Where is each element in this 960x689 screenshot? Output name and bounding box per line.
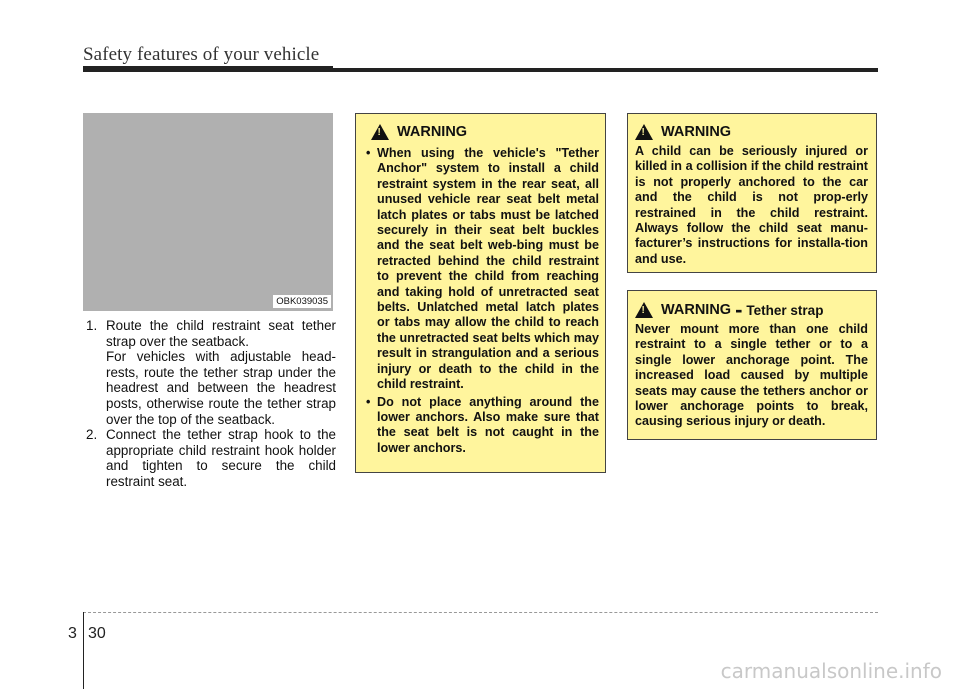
warning-heading xyxy=(365,124,599,140)
page-header-title: Safety features of your vehicle xyxy=(83,44,320,65)
step-2 xyxy=(84,427,336,489)
step-text: Connect the tether strap hook to the appropriate child restraint hook holder and tighten to secure the child restraint seat. xyxy=(106,427,336,489)
footer-vertical-rule xyxy=(83,612,84,689)
step-text: Route the child restraint seat tether strap over the seatback. xyxy=(106,318,336,349)
warning-triangle-icon xyxy=(635,124,653,140)
figure-code: OBK039035 xyxy=(273,295,331,308)
warning-title-dash: - xyxy=(735,297,743,322)
warning-title: WARNING xyxy=(661,302,732,318)
warning-bullet: • Do not place anything around the lower anchors. Also make sure that the seat belt is not caught in the lower anchors. xyxy=(365,395,599,457)
warning-bullet: • When using the vehicle's "Tether Anchor" system to install a child restraint system in the rear seat, all unused vehicle rear seat belt metal latch plates or tabs must be latched securely in their seat belt buckles and the seat belt web-bing must be retracted behind the child restraint to prevent the child from reaching and taking hold of unretracted seat belts. Unlatched metal latch plates or tabs may allow the child to reach the unretracted seat belts which may result in strangulation and a serious injury or death to the child in the child restraint. xyxy=(365,146,599,393)
warning-subtitle: Tether strap xyxy=(746,303,824,318)
step-number: 1. xyxy=(86,318,98,333)
warning-triangle-icon xyxy=(371,124,389,140)
warning-text: A child can be seriously injured or killed in a collision if the child restraint is not properly anchored to the car and the child is not prop-erly restrained in the child restraint. Always follow the child seat manu-facturer’s instructions for installa-tion and use. xyxy=(635,144,868,266)
instruction-steps xyxy=(84,318,336,490)
step-1-note: For vehicles with adjustable head-rests, route the tether strap under the headrest and between the headrest posts, otherwise route the tether strap over the top of the seatback. xyxy=(106,349,336,427)
warning-box-tether-strap xyxy=(627,290,877,440)
footer-dashed-rule xyxy=(83,612,878,613)
warning-title: WARNING xyxy=(661,124,732,140)
warning-heading xyxy=(635,297,868,322)
warning-box-child-anchoring xyxy=(627,113,877,273)
warning-bullet-list xyxy=(365,146,599,456)
figure-photo xyxy=(83,113,333,311)
chapter-number: 3 xyxy=(68,625,77,642)
warning-heading xyxy=(635,124,868,140)
warning-triangle-icon xyxy=(635,302,653,318)
watermark-text: carmanualsonline.info xyxy=(720,659,942,683)
header-rule-accent xyxy=(83,66,333,72)
page-number: 30 xyxy=(88,625,106,642)
warning-title: WARNING xyxy=(397,124,468,140)
step-1 xyxy=(84,318,336,349)
warning-box-tether-anchor xyxy=(355,113,606,473)
step-number: 2. xyxy=(86,427,98,443)
warning-text: Never mount more than one child restraint to a single tether or to a single lower anchorage point. The increased load caused by multiple seats may cause the tethers anchor or lower anchorage points to break, causing serious injury or death. xyxy=(635,322,868,429)
